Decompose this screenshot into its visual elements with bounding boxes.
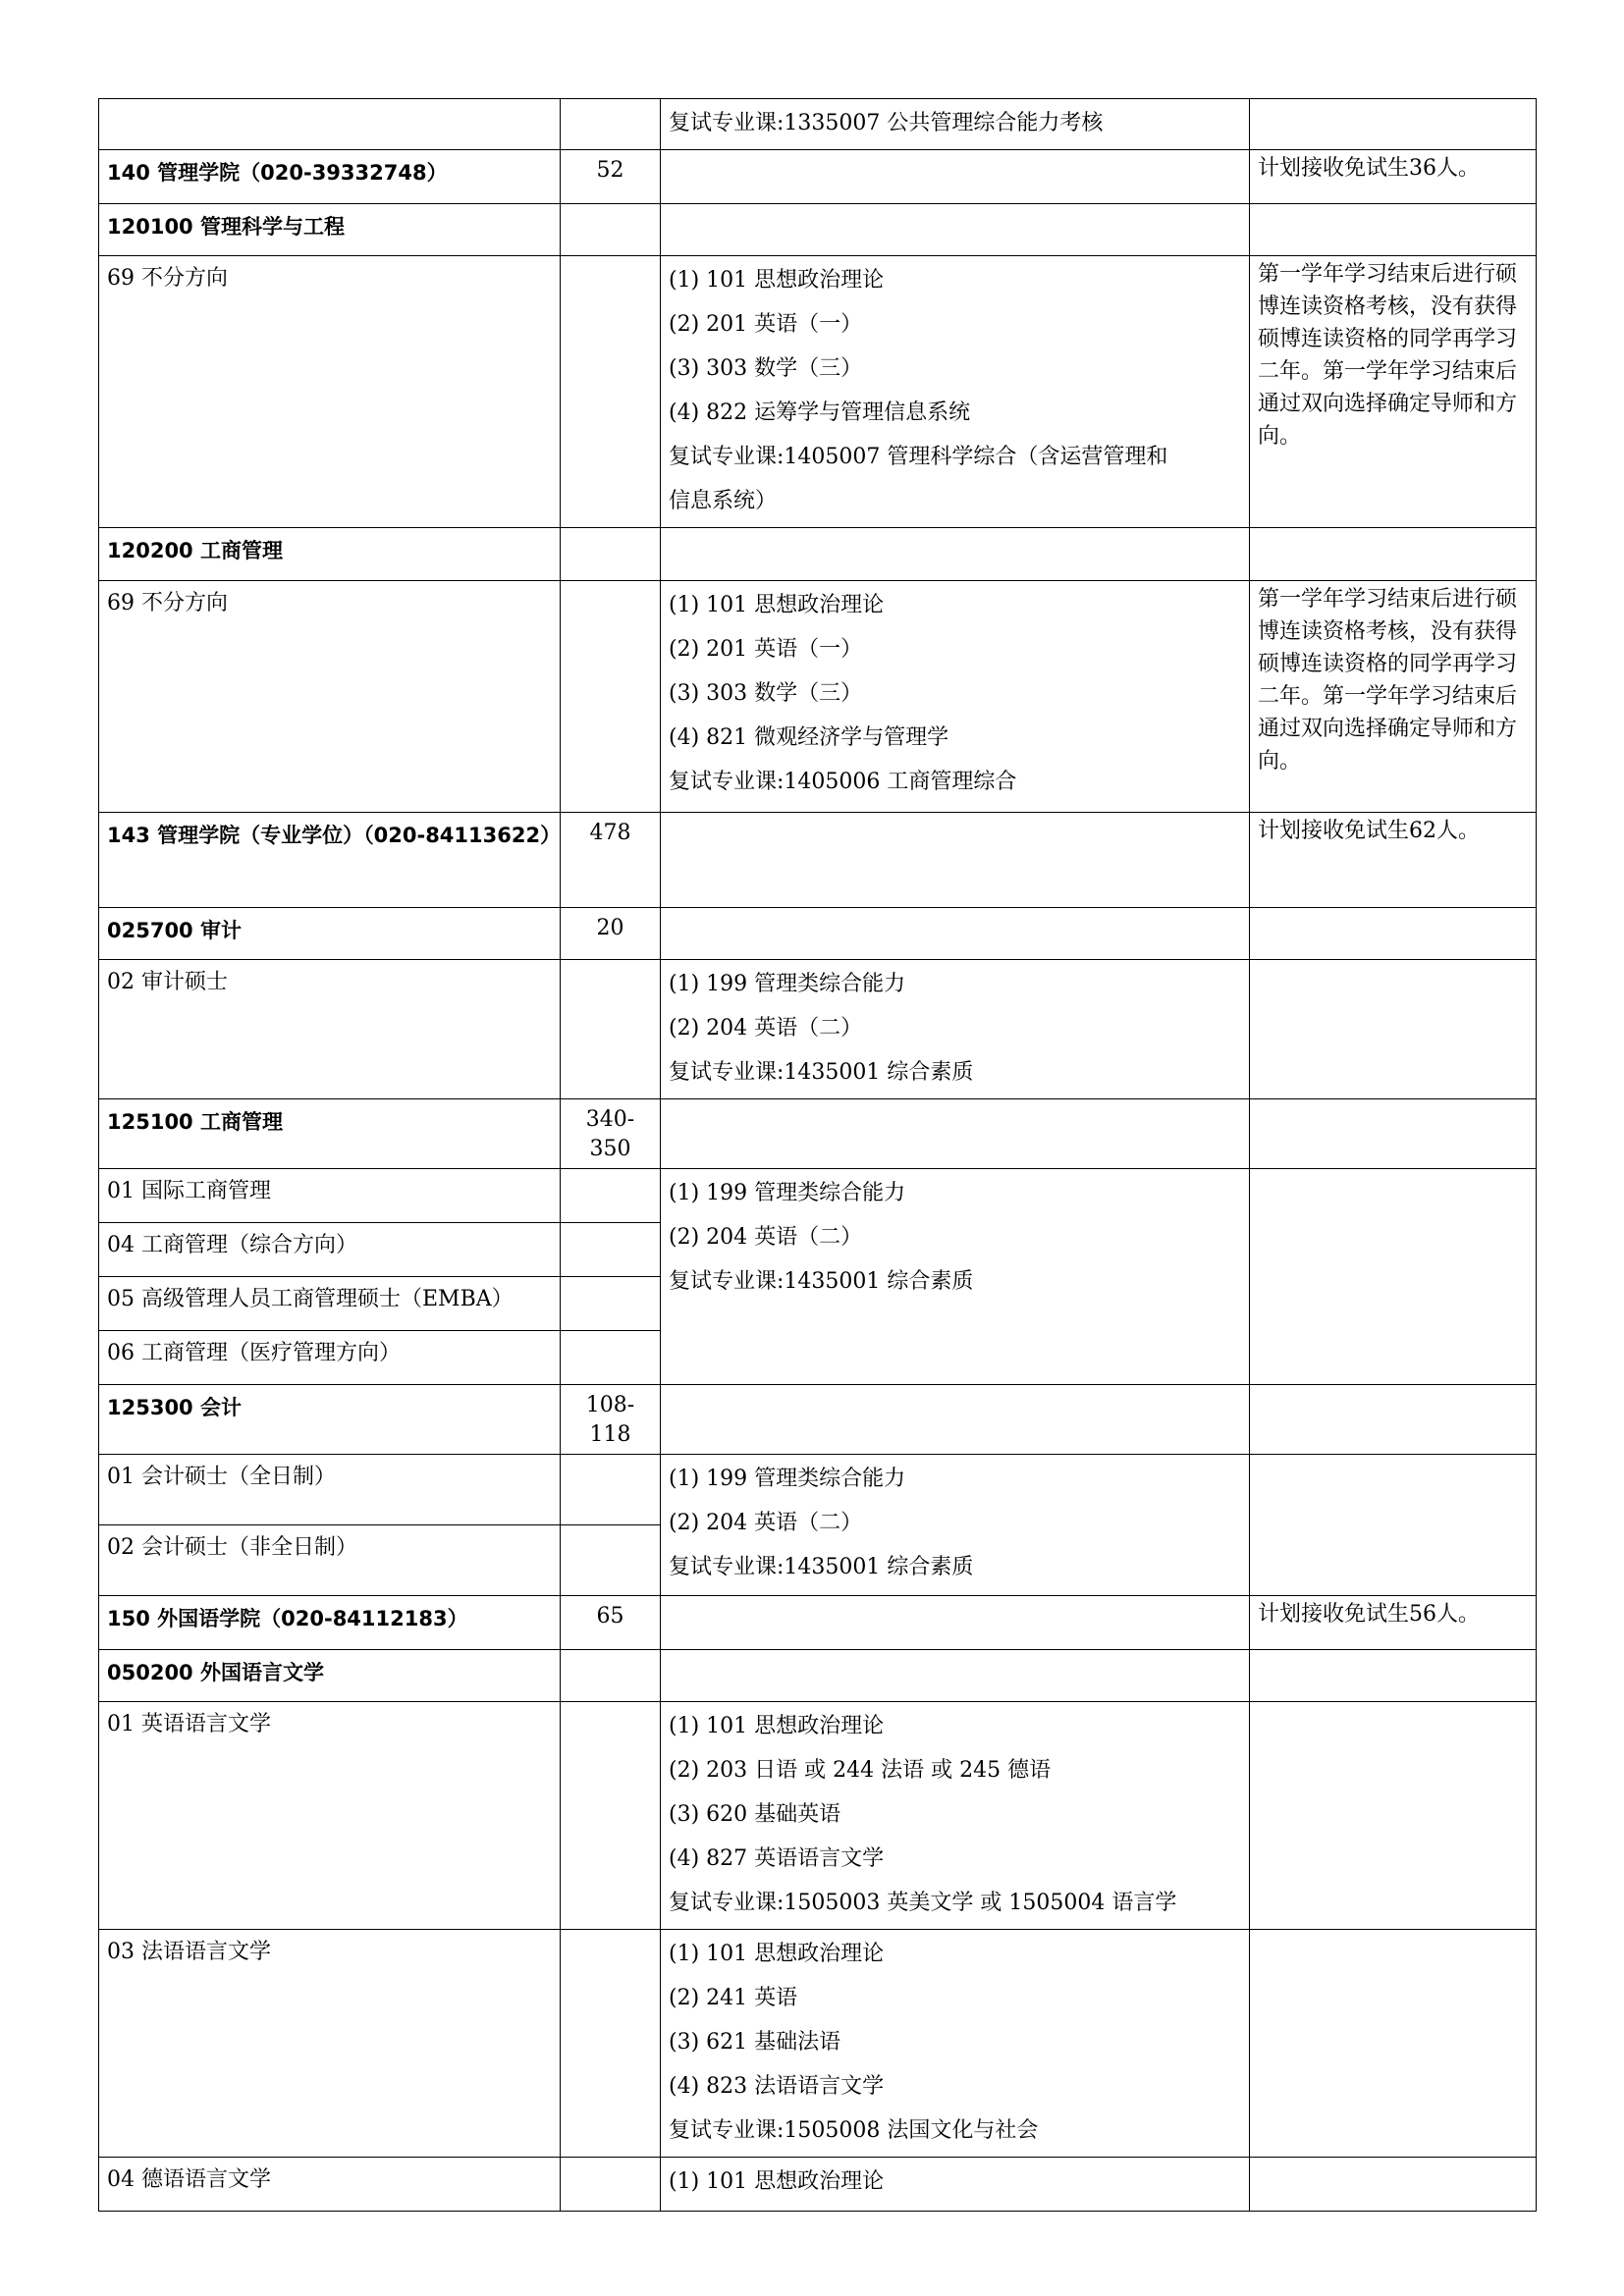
remarks-cell: 第一学年学习结束后进行硕博连读资格考核，没有获得硕博连读资格的同学再学习二年。第一学年学习结束后通过双向选择确定导师和方向。 <box>1250 256 1537 528</box>
remarks-cell <box>1250 204 1537 256</box>
table-row <box>99 256 1537 528</box>
table-row <box>99 2158 1537 2212</box>
direction-cell: 04 德语语言文学 <box>99 2158 561 2212</box>
quota-cell <box>561 1277 661 1331</box>
table-row <box>99 1099 1537 1169</box>
exam-subject-line: (1) 101 思想政治理论 <box>669 1714 885 1738</box>
exam-subject-line: 复试专业课:1335007 公共管理综合能力考核 <box>669 111 1104 135</box>
exam-subject-line: (2) 204 英语（二） <box>669 1225 863 1250</box>
exam-subject-line: 复试专业课:1435001 综合素质 <box>669 1060 974 1085</box>
exam-subject-line: (1) 199 管理类综合能力 <box>669 1181 906 1205</box>
remarks-cell <box>1250 1099 1537 1169</box>
quota-cell <box>561 581 661 813</box>
direction-cell: 05 高级管理人员工商管理硕士（EMBA） <box>99 1277 561 1331</box>
quota-cell <box>561 1455 661 1525</box>
remarks-cell: 计划接收免试生36人。 <box>1250 150 1537 204</box>
direction-cell: 02 审计硕士 <box>99 960 561 1099</box>
quota-cell <box>561 204 661 256</box>
table-row <box>99 1169 1537 1223</box>
quota-cell <box>561 960 661 1099</box>
exam-subject-line: (3) 621 基础法语 <box>669 2030 841 2055</box>
quota-cell <box>561 1223 661 1277</box>
table-row <box>99 204 1537 256</box>
exam-subjects-cell <box>661 99 1250 150</box>
department-cell: 150 外国语学院（020-84112183） <box>99 1596 561 1650</box>
exam-subject-line: (1) 101 思想政治理论 <box>669 268 885 293</box>
exam-subject-line: (2) 201 英语（一） <box>669 637 863 662</box>
remarks-cell <box>1250 1650 1537 1702</box>
exam-subject-line: 复试专业课:1435001 综合素质 <box>669 1555 974 1579</box>
quota-cell <box>561 1525 661 1596</box>
exam-subject-line: (1) 101 思想政治理论 <box>669 593 885 617</box>
quota-cell: 108-118 <box>561 1385 661 1455</box>
exam-subject-line: 信息系统） <box>669 489 778 513</box>
quota-cell <box>561 256 661 528</box>
quota-cell <box>561 99 661 150</box>
exam-subject-line: 复试专业课:1405007 管理科学综合（含运营管理和 <box>669 445 1168 469</box>
exam-subject-line: (2) 204 英语（二） <box>669 1016 863 1041</box>
exam-subject-line: 复试专业课:1435001 综合素质 <box>669 1269 974 1294</box>
department-cell: 050200 外国语言文学 <box>99 1650 561 1702</box>
quota-cell <box>561 1169 661 1223</box>
exam-subjects-cell <box>661 908 1250 960</box>
department-cell: 140 管理学院（020-39332748） <box>99 150 561 204</box>
remarks-cell <box>1250 1455 1537 1596</box>
direction-cell: 01 国际工商管理 <box>99 1169 561 1223</box>
remarks-cell <box>1250 1169 1537 1385</box>
table-row <box>99 581 1537 813</box>
table-row <box>99 150 1537 204</box>
exam-subjects-cell <box>661 960 1250 1099</box>
table-row <box>99 99 1537 150</box>
remarks-cell <box>1250 908 1537 960</box>
exam-subject-line: (1) 199 管理类综合能力 <box>669 1467 906 1491</box>
exam-subjects-cell <box>661 2158 1250 2212</box>
table-row <box>99 1650 1537 1702</box>
table-row <box>99 813 1537 908</box>
direction-cell <box>99 99 561 150</box>
quota-cell: 52 <box>561 150 661 204</box>
quota-cell: 65 <box>561 1596 661 1650</box>
quota-cell <box>561 1930 661 2158</box>
exam-subjects-cell <box>661 1650 1250 1702</box>
table-row <box>99 1930 1537 2158</box>
exam-subject-line: (4) 821 微观经济学与管理学 <box>669 725 949 750</box>
remarks-cell <box>1250 2158 1537 2212</box>
exam-subjects-cell <box>661 1385 1250 1455</box>
table-row <box>99 908 1537 960</box>
quota-cell: 340-350 <box>561 1099 661 1169</box>
exam-subjects-cell <box>661 1099 1250 1169</box>
remarks-cell <box>1250 1930 1537 2158</box>
department-cell: 120200 工商管理 <box>99 528 561 581</box>
exam-subject-line: (1) 101 思想政治理论 <box>669 1942 885 1966</box>
remarks-cell <box>1250 528 1537 581</box>
exam-subject-line: (2) 201 英语（一） <box>669 312 863 337</box>
remarks-cell <box>1250 1702 1537 1930</box>
exam-subject-line: 复试专业课:1405006 工商管理综合 <box>669 770 1017 794</box>
exam-subjects-cell <box>661 256 1250 528</box>
table-row <box>99 960 1537 1099</box>
direction-cell: 04 工商管理（综合方向） <box>99 1223 561 1277</box>
department-cell: 025700 审计 <box>99 908 561 960</box>
remarks-cell <box>1250 1385 1537 1455</box>
department-cell: 125300 会计 <box>99 1385 561 1455</box>
remarks-cell <box>1250 960 1537 1099</box>
exam-subject-line: (2) 241 英语 <box>669 1986 798 2010</box>
department-cell: 120100 管理科学与工程 <box>99 204 561 256</box>
exam-subjects-cell <box>661 528 1250 581</box>
direction-cell: 01 英语语言文学 <box>99 1702 561 1930</box>
direction-cell: 02 会计硕士（非全日制） <box>99 1525 561 1596</box>
quota-cell <box>561 1702 661 1930</box>
remarks-cell: 第一学年学习结束后进行硕博连读资格考核，没有获得硕博连读资格的同学再学习二年。第一学年学习结束后通过双向选择确定导师和方向。 <box>1250 581 1537 813</box>
exam-subject-line: (2) 204 英语（二） <box>669 1511 863 1535</box>
remarks-cell: 计划接收免试生62人。 <box>1250 813 1537 908</box>
exam-subject-line: (3) 303 数学（三） <box>669 356 863 381</box>
exam-subject-line: (3) 620 基础英语 <box>669 1802 841 1827</box>
direction-cell: 69 不分方向 <box>99 256 561 528</box>
table-row <box>99 528 1537 581</box>
exam-subjects-cell <box>661 1169 1250 1385</box>
remarks-cell <box>1250 99 1537 150</box>
exam-subjects-cell <box>661 1702 1250 1930</box>
exam-subject-line: (4) 823 法语语言文学 <box>669 2074 885 2099</box>
quota-cell: 478 <box>561 813 661 908</box>
table-row <box>99 1385 1537 1455</box>
quota-cell <box>561 2158 661 2212</box>
direction-cell: 06 工商管理（医疗管理方向） <box>99 1331 561 1385</box>
department-cell: 125100 工商管理 <box>99 1099 561 1169</box>
exam-subjects-cell <box>661 581 1250 813</box>
exam-subject-line: (1) 101 思想政治理论 <box>669 2169 885 2194</box>
table-row <box>99 1596 1537 1650</box>
exam-subject-line: (4) 822 运筹学与管理信息系统 <box>669 400 971 425</box>
exam-subject-line: 复试专业课:1505003 英美文学 或 1505004 语言学 <box>669 1891 1177 1915</box>
exam-subject-line: (2) 203 日语 或 244 法语 或 245 德语 <box>669 1758 1052 1783</box>
table-row <box>99 1702 1537 1930</box>
exam-subjects-cell <box>661 204 1250 256</box>
direction-cell: 03 法语语言文学 <box>99 1930 561 2158</box>
remarks-cell: 计划接收免试生56人。 <box>1250 1596 1537 1650</box>
exam-subjects-cell <box>661 1455 1250 1596</box>
direction-cell: 69 不分方向 <box>99 581 561 813</box>
department-cell: 143 管理学院（专业学位）（020-84113622） <box>99 813 561 908</box>
exam-subject-line: (1) 199 管理类综合能力 <box>669 972 906 996</box>
exam-subject-line: 复试专业课:1505008 法国文化与社会 <box>669 2118 1039 2143</box>
quota-cell <box>561 1650 661 1702</box>
quota-cell: 20 <box>561 908 661 960</box>
table-row <box>99 1455 1537 1525</box>
direction-cell: 01 会计硕士（全日制） <box>99 1455 561 1525</box>
exam-subject-line: (3) 303 数学（三） <box>669 681 863 706</box>
exam-subjects-cell <box>661 1930 1250 2158</box>
exam-subjects-cell <box>661 150 1250 204</box>
quota-cell <box>561 528 661 581</box>
quota-cell <box>561 1331 661 1385</box>
enrollment-table <box>98 98 1537 2212</box>
exam-subjects-cell <box>661 813 1250 908</box>
exam-subjects-cell <box>661 1596 1250 1650</box>
exam-subject-line: (4) 827 英语语言文学 <box>669 1846 885 1871</box>
